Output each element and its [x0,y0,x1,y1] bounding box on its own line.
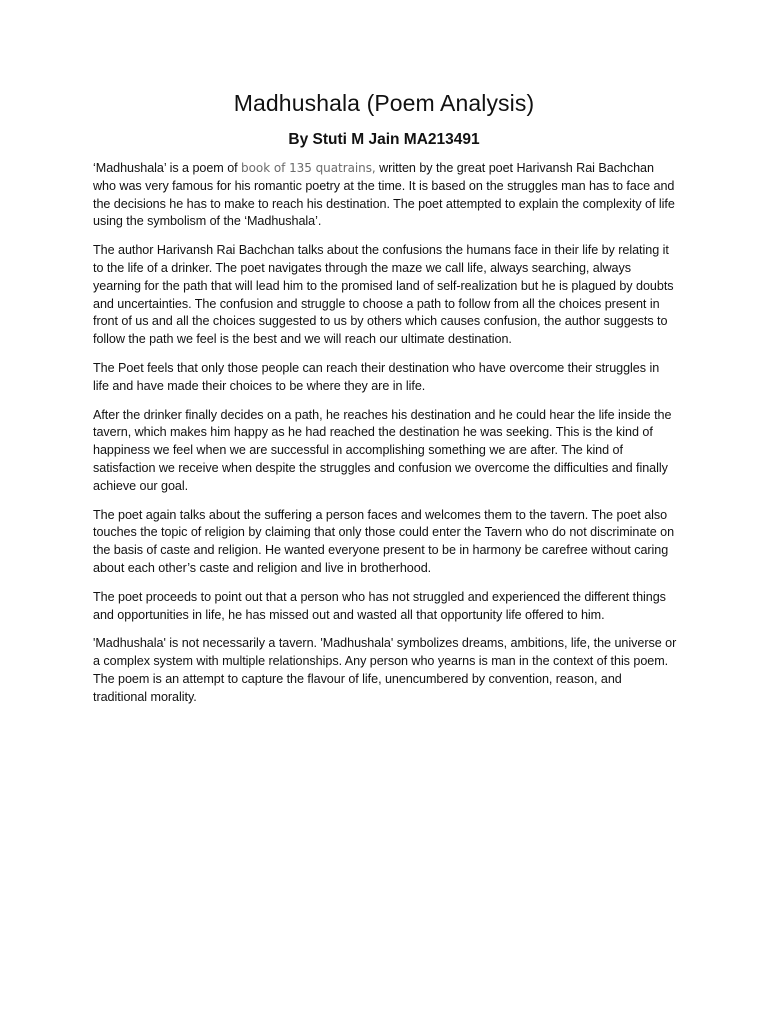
paragraph: The poet proceeds to point out that a person who has not struggled and experienced the different things and opportunities in life, he has missed out and wasted all that opportunity life offered to him. [93,589,666,622]
paragraph: After the drinker finally decides on a path, he reaches his destination and he could hear the life inside the tavern, which makes him happy as he had reached the destination he was seeking. This is the kind of happiness we feel when we are successful in accomplishing something we are after. The kind of satisfaction we receive when despite the struggles and confusion we overcome the difficulties and finally achieve our goal. [93,407,672,493]
paragraph: 'Madhushala' is not necessarily a tavern. 'Madhushala' symbolizes dreams, ambitions, life, the universe or a complex system with multiple relationships. Any person who yearns is man in the context of this poem. The poem is an attempt to capture the flavour of life, unencumbered by convention, reason, and traditional morality. [93,636,677,704]
paragraph: The Poet feels that only those people can reach their destination who have overcome their struggles in life and have made their choices to be where they are in life. [93,360,660,393]
document-body [93,160,677,718]
page-title: Madhushala (Poem Analysis) [233,90,535,116]
quatrains-link[interactable]: book of 135 quatrains, [241,161,376,175]
author-byline: By Stuti M Jain MA213491 [288,131,480,148]
paragraph: The poet again talks about the suffering a person faces and welcomes them to the tavern. The poet also touches the topic of religion by claiming that only those could enter the Tavern who do not discriminate on the basis of caste and religion. He wanted everyone present to be in harmony be carefree without caring about each other’s caste and religion and live in brotherhood. [93,507,675,575]
paragraph-intro-rest: written by the great poet Harivansh Rai Bachchan who was very famous for his romantic poetry at the time. It is based on the struggles man has to face and the decisions he has to make to reach his destination. The poet attempted to explain the complexity of life using the symbolism of the ‘Madhushala’. [93,161,675,229]
paragraph: The author Harivansh Rai Bachchan talks about the confusions the humans face in their life by relating it to the life of a drinker. The poet navigates through the maze we call life, always searching, always yearning for the path that will lead him to the promised land of self-realization but he is plagued by doubts and uncertainties. The confusion and struggle to choose a path to follow from all the choices present in front of us and all the choices suggested to us by others which causes confusion, the author suggests to follow the path we feel is the best and we will reach our ultimate destination. [93,243,674,347]
paragraph-intro [93,160,677,231]
paragraph-intro-lead: ‘Madhushala’ is a poem of [93,161,242,175]
